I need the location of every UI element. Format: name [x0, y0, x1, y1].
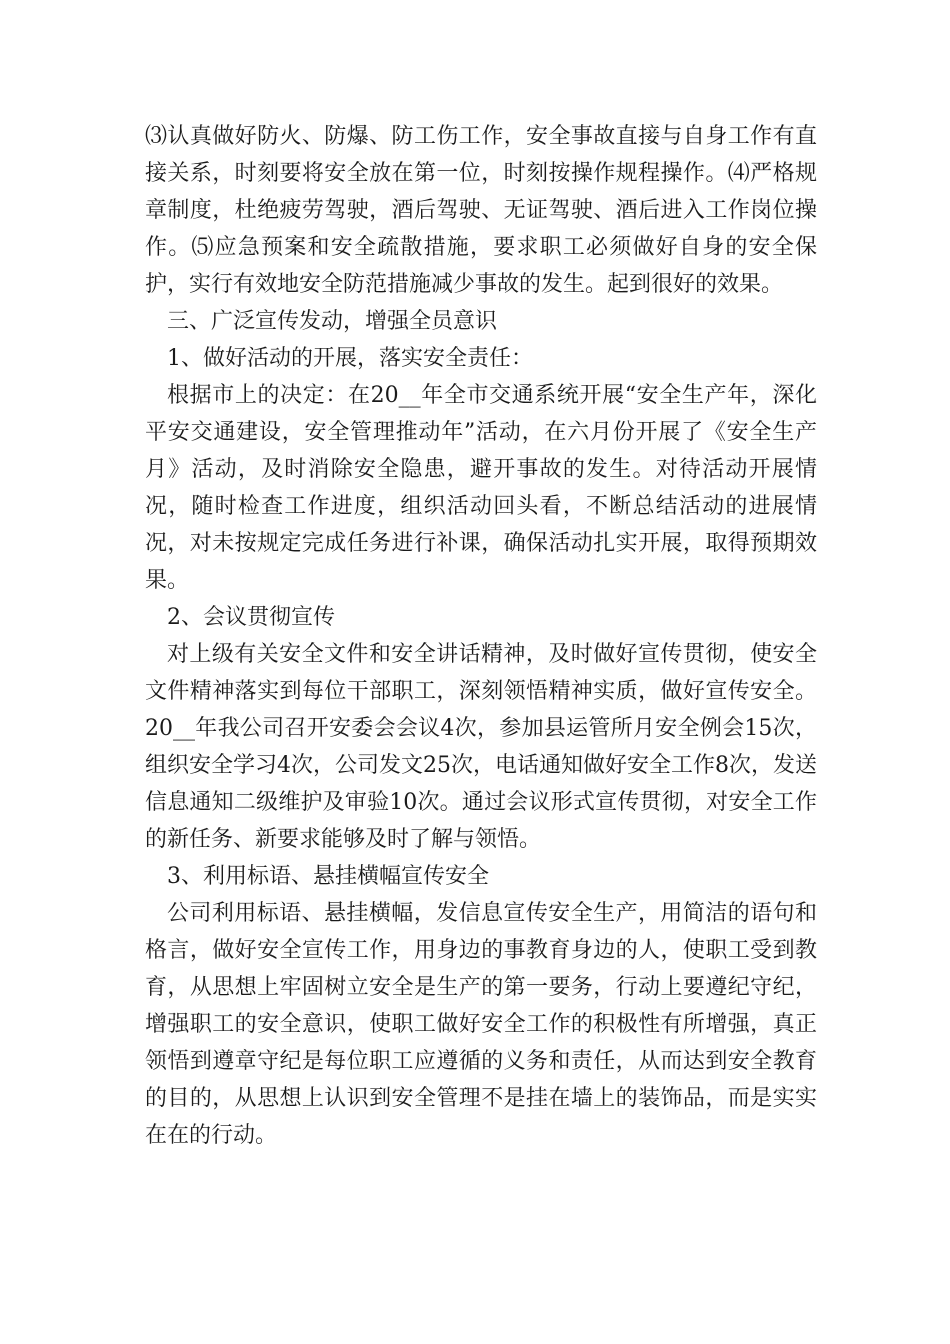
section-heading-publicity: 三、广泛宣传发动，增强全员意识	[167, 309, 498, 334]
paragraph-banners: 公司利用标语、悬挂横幅，发信息宣传安全生产，用简洁的语句和格言，做好安全宣传工作，用身边的事教育身边的人，使职工受到教育，从思想上牢固树立安全是生产的第一要务，行动上要遵纪守纪，增强职工的安全意识，使职工做好安全工作的积极性有所增强，真正领悟到遵章守纪是每位职工应遵循的义务和责任，从而达到安全教育的目的，从思想上认识到安全管理不是挂在墙上的装饰品，而是实实在在的行动。	[145, 901, 817, 1148]
paragraph-activities: 根据市上的决定：在20__年全市交通系统开展“安全生产年，深化平安交通建设，安全管理推动年”活动，在六月份开展了《安全生产月》活动，及时消除安全隐患，避开事故的发生。对待活动开展情况，随时检查工作进度，组织活动回头看，不断总结活动的进展情况，对未按规定完成任务进行补课，确保活动扎实开展，取得预期效果。	[145, 383, 817, 593]
paragraph-meetings: 对上级有关安全文件和安全讲话精神，及时做好宣传贯彻，使安全文件精神落实到每位干部职工，深刻领悟精神实质，做好宣传安全。20__年我公司召开安委会会议4次，参加县运管所月安全例会15次，组织安全学习4次，公司发文25次，电话通知做好安全工作8次，发送信息通知二级维护及审验10次。通过会议形式宣传贯彻，对安全工作的新任务、新要求能够及时了解与领悟。	[145, 642, 817, 852]
subheading-meetings: 2、会议贯彻宣传	[167, 605, 335, 630]
document-body	[145, 118, 817, 1154]
paragraph-safety-measures: ⑶认真做好防火、防爆、防工伤工作，安全事故直接与自身工作有直接关系，时刻要将安全放在第一位，时刻按操作规程操作。⑷严格规章制度，杜绝疲劳驾驶，酒后驾驶、无证驾驶、酒后进入工作岗位操作。⑸应急预案和安全疏散措施，要求职工必须做好自身的安全保护，实行有效地安全防范措施减少事故的发生。起到很好的效果。	[145, 124, 817, 297]
subheading-banners: 3、利用标语、悬挂横幅宣传安全	[167, 864, 489, 889]
subheading-activities: 1、做好活动的开展，落实安全责任：	[167, 346, 533, 371]
